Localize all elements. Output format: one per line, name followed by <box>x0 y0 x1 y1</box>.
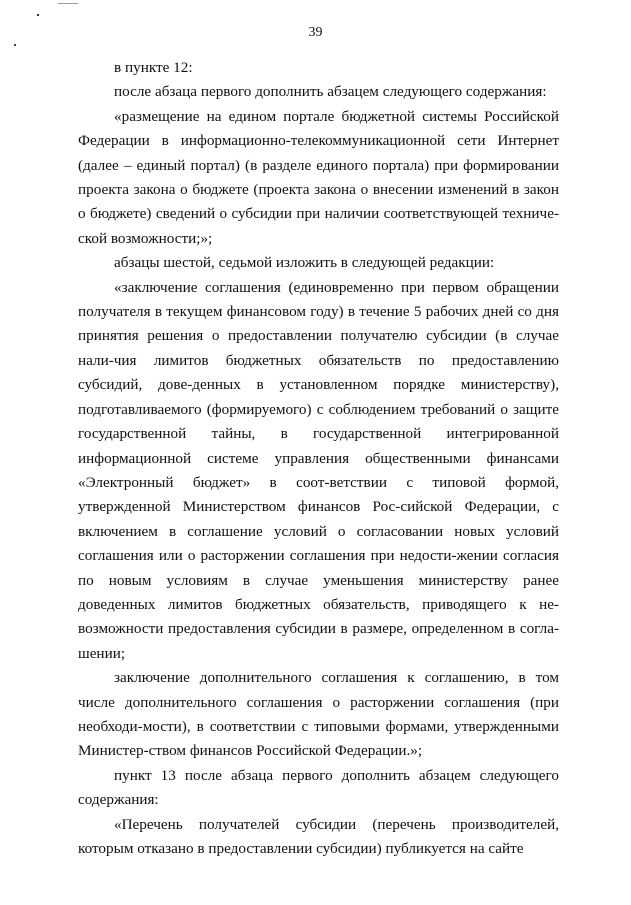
scan-mark-top <box>37 14 39 16</box>
document-body <box>78 56 559 861</box>
paragraph-2: после абзаца первого дополнить абзацем следующего содержания: <box>114 83 547 101</box>
scan-mark-left <box>14 44 16 46</box>
paragraph-3: «размещение на едином портале бюджетной системы Российской Федерации в информационно-телекоммуникационной сети Интернет (далее – единый портал) (в разделе единого портала) при формировании проекта закона о бюджете (проекта закона о внесении изменений в закон о бюджете) сведений о субсидии при наличии соответствующей техниче-ской возможности;»; <box>78 107 559 247</box>
paragraph-8: «Перечень получателей субсидии (перечень производителей, которым отказано в предоставлении субсидии) публикуется на сайте <box>78 815 559 857</box>
paragraph-1: в пункте 12: <box>114 59 193 76</box>
page-number: 39 <box>308 25 323 40</box>
paragraph-5: «заключение соглашения (единовременно при первом обращении получателя в текущем финансовом году) в течение 5 рабочих дней со дня принятия решения о предоставлении получателю субсидии (в случае нали-чия лимитов бюджетных обязательств по предоставлению субсидий, дове-денных в установленном порядке министерству), подготавливаемого (формируемого) с соблюдением требований о защите государственной тайны, в государственной интегрированной информационной системе управления общественными финансами «Электронный бюджет» в соот-ветствии с типовой формой, утвержденной Министерством финансов Рос-сийской Федерации, с включением в соглашение условий о согласовании новых условий соглашения или о расторжении соглашения при недости-жении согласия по новым условиям в случае уменьшения министерству ранее доведенных лимитов бюджетных обязательств, приводящего к не-возможности предоставления субсидии в размере, определенном в согла-шении; <box>78 278 559 662</box>
paragraph-7: пункт 13 после абзаца первого дополнить абзацем следующего содержания: <box>78 766 559 809</box>
top-edge-line <box>58 3 78 4</box>
paragraph-6: заключение дополнительного соглашения к соглашению, в том числе дополнительного соглашения о расторжении соглашения (при необходи-мости), в соответствии с типовыми формами, утвержденными Министер-ством финансов Российской Федерации.»; <box>78 669 559 760</box>
paragraph-4: абзацы шестой, седьмой изложить в следующей редакции: <box>114 254 495 272</box>
